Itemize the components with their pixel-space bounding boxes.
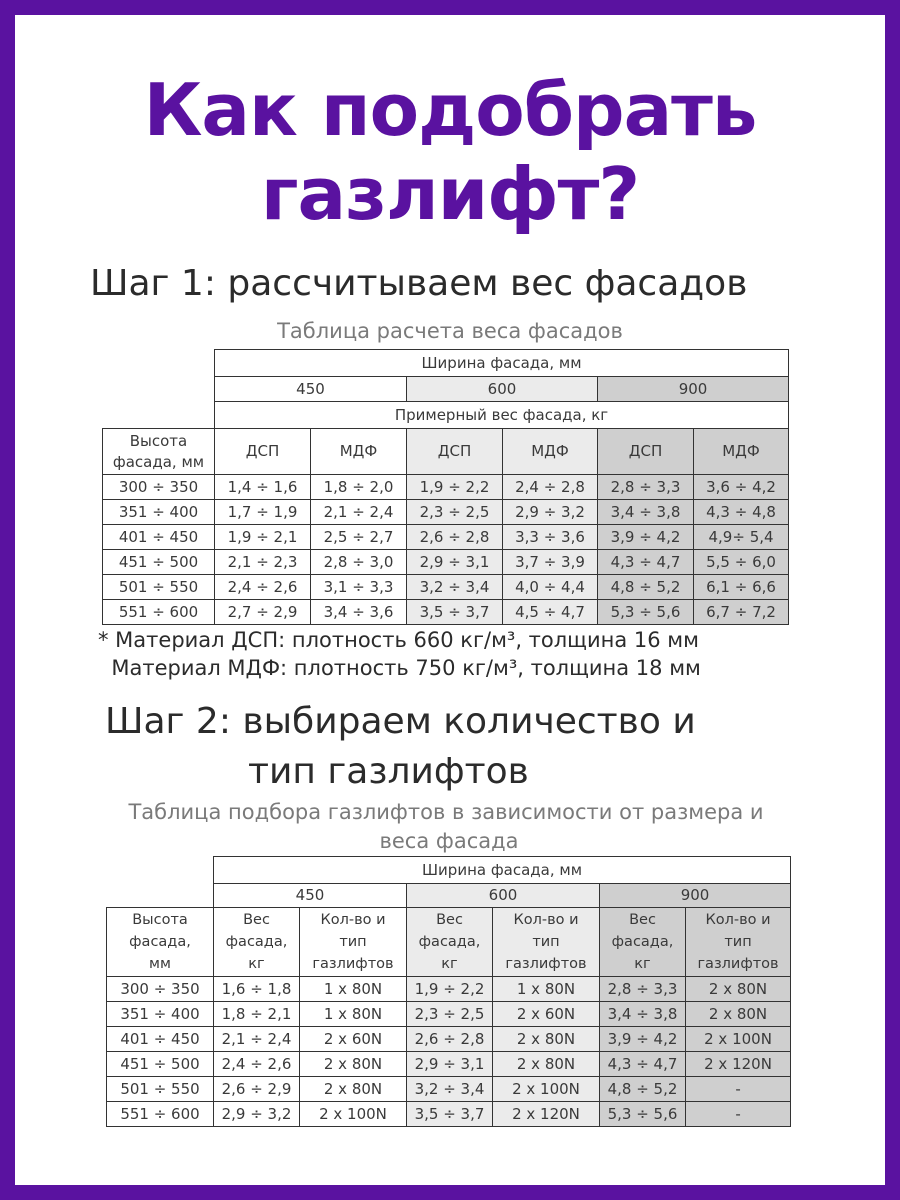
t1-height-cell: 351 ÷ 400 bbox=[103, 500, 215, 525]
table-row bbox=[107, 977, 791, 1002]
table-row bbox=[103, 525, 789, 550]
t2-height-cell: 300 ÷ 350 bbox=[107, 977, 214, 1002]
t2-qty-450-cell: 2 x 60N bbox=[300, 1027, 407, 1052]
t2-width-450: 450 bbox=[214, 884, 407, 908]
t2-height-cell: 501 ÷ 550 bbox=[107, 1077, 214, 1102]
t2-weight-900-cell: 5,3 ÷ 5,6 bbox=[600, 1102, 686, 1127]
t1-material-row bbox=[103, 429, 789, 475]
step1-caption: Таблица расчета веса фасадов bbox=[277, 319, 623, 343]
t1-dsp-900-cell: 2,8 ÷ 3,3 bbox=[598, 475, 694, 500]
t2-height-header: Высота фасада, мм bbox=[107, 908, 214, 977]
t2-qty-header: Кол-во и тип газлифтов bbox=[493, 908, 600, 977]
t2-qty-900-cell: 2 x 100N bbox=[686, 1027, 791, 1052]
t1-mdf-900-cell: 4,9÷ 5,4 bbox=[694, 525, 789, 550]
t1-height-cell: 501 ÷ 550 bbox=[103, 575, 215, 600]
t1-mdf-600-cell: 4,0 ÷ 4,4 bbox=[503, 575, 598, 600]
t1-mdf-600-cell: 2,9 ÷ 3,2 bbox=[503, 500, 598, 525]
t2-height-cell: 451 ÷ 500 bbox=[107, 1052, 214, 1077]
t2-weight-600-cell: 2,3 ÷ 2,5 bbox=[407, 1002, 493, 1027]
t2-weight-header: Вес фасада, кг bbox=[214, 908, 300, 977]
table-row bbox=[103, 550, 789, 575]
t2-qty-600-cell: 2 x 60N bbox=[493, 1002, 600, 1027]
t1-material: ДСП bbox=[215, 429, 311, 475]
t1-dsp-600-cell: 3,2 ÷ 3,4 bbox=[407, 575, 503, 600]
note-mdf: Материал МДФ: плотность 750 кг/м³, толщина 18 мм bbox=[98, 656, 701, 680]
t1-dsp-600-cell: 3,5 ÷ 3,7 bbox=[407, 600, 503, 625]
t2-qty-450-cell: 2 x 80N bbox=[300, 1077, 407, 1102]
t1-width-header: Ширина фасада, мм bbox=[215, 350, 789, 377]
t2-qty-900-cell: - bbox=[686, 1077, 791, 1102]
table-row bbox=[107, 1077, 791, 1102]
t2-qty-600-cell: 2 x 100N bbox=[493, 1077, 600, 1102]
t2-qty-900-cell: 2 x 80N bbox=[686, 1002, 791, 1027]
t1-height-cell: 551 ÷ 600 bbox=[103, 600, 215, 625]
table-row bbox=[107, 1102, 791, 1127]
t2-weight-900-cell: 3,4 ÷ 3,8 bbox=[600, 1002, 686, 1027]
t1-width-900: 900 bbox=[598, 377, 789, 402]
t2-qty-450-cell: 2 x 100N bbox=[300, 1102, 407, 1127]
t1-mdf-900-cell: 4,3 ÷ 4,8 bbox=[694, 500, 789, 525]
t2-qty-900-cell: 2 x 120N bbox=[686, 1052, 791, 1077]
t2-weight-450-cell: 2,9 ÷ 3,2 bbox=[214, 1102, 300, 1127]
t2-qty-600-cell: 2 x 80N bbox=[493, 1027, 600, 1052]
t1-material: МДФ bbox=[503, 429, 598, 475]
step2-heading-line-1: Шаг 2: выбираем количество и bbox=[105, 701, 696, 742]
t1-dsp-900-cell: 5,3 ÷ 5,6 bbox=[598, 600, 694, 625]
t1-dsp-600-cell: 2,3 ÷ 2,5 bbox=[407, 500, 503, 525]
title-line-1: Как подобрать bbox=[143, 68, 757, 152]
t1-dsp-900-cell: 4,8 ÷ 5,2 bbox=[598, 575, 694, 600]
t1-material: МДФ bbox=[694, 429, 789, 475]
step2-caption-line-2: веса фасада bbox=[379, 829, 519, 853]
t1-dsp-450-cell: 1,7 ÷ 1,9 bbox=[215, 500, 311, 525]
t2-qty-header: Кол-во и тип газлифтов bbox=[686, 908, 791, 977]
t2-qty-600-cell: 2 x 120N bbox=[493, 1102, 600, 1127]
t1-dsp-900-cell: 3,4 ÷ 3,8 bbox=[598, 500, 694, 525]
t2-weight-600-cell: 3,5 ÷ 3,7 bbox=[407, 1102, 493, 1127]
t1-dsp-900-cell: 4,3 ÷ 4,7 bbox=[598, 550, 694, 575]
t1-dsp-450-cell: 1,9 ÷ 2,1 bbox=[215, 525, 311, 550]
t2-column-header-row bbox=[107, 908, 791, 977]
t2-qty-600-cell: 1 x 80N bbox=[493, 977, 600, 1002]
t1-height-header: Высота фасада, мм bbox=[103, 429, 215, 475]
t2-height-cell: 351 ÷ 400 bbox=[107, 1002, 214, 1027]
title-line-2: газлифт? bbox=[260, 152, 640, 236]
t1-mdf-900-cell: 5,5 ÷ 6,0 bbox=[694, 550, 789, 575]
note-dsp: * Материал ДСП: плотность 660 кг/м³, толщина 16 мм bbox=[98, 628, 699, 652]
t1-mdf-450-cell: 3,4 ÷ 3,6 bbox=[311, 600, 407, 625]
t2-weight-600-cell: 2,6 ÷ 2,8 bbox=[407, 1027, 493, 1052]
t2-qty-header: Кол-во и тип газлифтов bbox=[300, 908, 407, 977]
t1-material: ДСП bbox=[598, 429, 694, 475]
t1-weight-header: Примерный вес фасада, кг bbox=[215, 402, 789, 429]
t1-mdf-600-cell: 3,3 ÷ 3,6 bbox=[503, 525, 598, 550]
t2-weight-header: Вес фасада, кг bbox=[600, 908, 686, 977]
t1-dsp-600-cell: 2,9 ÷ 3,1 bbox=[407, 550, 503, 575]
table-row bbox=[107, 1002, 791, 1027]
t2-width-900: 900 bbox=[600, 884, 791, 908]
page-title bbox=[0, 68, 900, 236]
t2-weight-450-cell: 2,4 ÷ 2,6 bbox=[214, 1052, 300, 1077]
t2-weight-450-cell: 2,1 ÷ 2,4 bbox=[214, 1027, 300, 1052]
table-row bbox=[103, 600, 789, 625]
t1-mdf-900-cell: 6,7 ÷ 7,2 bbox=[694, 600, 789, 625]
t2-width-header-row bbox=[107, 857, 791, 884]
t1-mdf-900-cell: 6,1 ÷ 6,6 bbox=[694, 575, 789, 600]
gaslift-selection-table bbox=[106, 856, 791, 1127]
t2-weight-900-cell: 2,8 ÷ 3,3 bbox=[600, 977, 686, 1002]
t2-weight-450-cell: 1,6 ÷ 1,8 bbox=[214, 977, 300, 1002]
t2-weight-450-cell: 1,8 ÷ 2,1 bbox=[214, 1002, 300, 1027]
t1-width-header-row bbox=[103, 350, 789, 377]
t1-material: ДСП bbox=[407, 429, 503, 475]
t2-weight-900-cell: 4,8 ÷ 5,2 bbox=[600, 1077, 686, 1102]
t1-material: МДФ bbox=[311, 429, 407, 475]
t2-widths-row bbox=[107, 884, 791, 908]
t1-mdf-600-cell: 4,5 ÷ 4,7 bbox=[503, 600, 598, 625]
t1-mdf-600-cell: 2,4 ÷ 2,8 bbox=[503, 475, 598, 500]
t1-dsp-600-cell: 2,6 ÷ 2,8 bbox=[407, 525, 503, 550]
t1-weight-header-row bbox=[103, 402, 789, 429]
t2-weight-900-cell: 4,3 ÷ 4,7 bbox=[600, 1052, 686, 1077]
t2-qty-900-cell: - bbox=[686, 1102, 791, 1127]
step2-heading-line-2: тип газлифтов bbox=[248, 751, 529, 792]
t2-qty-900-cell: 2 x 80N bbox=[686, 977, 791, 1002]
t1-width-600: 600 bbox=[407, 377, 598, 402]
t2-weight-header: Вес фасада, кг bbox=[407, 908, 493, 977]
step2-caption-line-1: Таблица подбора газлифтов в зависимости от размера и bbox=[128, 800, 764, 824]
t1-widths-row bbox=[103, 377, 789, 402]
t2-width-header: Ширина фасада, мм bbox=[214, 857, 791, 884]
t1-dsp-450-cell: 2,4 ÷ 2,6 bbox=[215, 575, 311, 600]
t1-width-450: 450 bbox=[215, 377, 407, 402]
t2-width-600: 600 bbox=[407, 884, 600, 908]
t1-dsp-600-cell: 1,9 ÷ 2,2 bbox=[407, 475, 503, 500]
t2-weight-600-cell: 2,9 ÷ 3,1 bbox=[407, 1052, 493, 1077]
t1-mdf-450-cell: 1,8 ÷ 2,0 bbox=[311, 475, 407, 500]
t1-dsp-450-cell: 1,4 ÷ 1,6 bbox=[215, 475, 311, 500]
table-row bbox=[103, 475, 789, 500]
t2-qty-450-cell: 2 x 80N bbox=[300, 1052, 407, 1077]
table-row bbox=[107, 1027, 791, 1052]
table-row bbox=[107, 1052, 791, 1077]
t1-height-cell: 401 ÷ 450 bbox=[103, 525, 215, 550]
t2-weight-600-cell: 3,2 ÷ 3,4 bbox=[407, 1077, 493, 1102]
t2-height-cell: 551 ÷ 600 bbox=[107, 1102, 214, 1127]
t1-dsp-450-cell: 2,7 ÷ 2,9 bbox=[215, 600, 311, 625]
t1-height-cell: 451 ÷ 500 bbox=[103, 550, 215, 575]
t2-weight-900-cell: 3,9 ÷ 4,2 bbox=[600, 1027, 686, 1052]
t1-mdf-450-cell: 2,5 ÷ 2,7 bbox=[311, 525, 407, 550]
t2-weight-450-cell: 2,6 ÷ 2,9 bbox=[214, 1077, 300, 1102]
t1-dsp-450-cell: 2,1 ÷ 2,3 bbox=[215, 550, 311, 575]
table-row bbox=[103, 500, 789, 525]
t1-height-cell: 300 ÷ 350 bbox=[103, 475, 215, 500]
t1-dsp-900-cell: 3,9 ÷ 4,2 bbox=[598, 525, 694, 550]
t2-qty-450-cell: 1 x 80N bbox=[300, 1002, 407, 1027]
t2-qty-450-cell: 1 x 80N bbox=[300, 977, 407, 1002]
t1-mdf-450-cell: 3,1 ÷ 3,3 bbox=[311, 575, 407, 600]
table-row bbox=[103, 575, 789, 600]
t1-mdf-600-cell: 3,7 ÷ 3,9 bbox=[503, 550, 598, 575]
t1-mdf-900-cell: 3,6 ÷ 4,2 bbox=[694, 475, 789, 500]
facade-weight-table bbox=[102, 349, 789, 625]
t1-mdf-450-cell: 2,1 ÷ 2,4 bbox=[311, 500, 407, 525]
t1-mdf-450-cell: 2,8 ÷ 3,0 bbox=[311, 550, 407, 575]
t2-height-cell: 401 ÷ 450 bbox=[107, 1027, 214, 1052]
t2-weight-600-cell: 1,9 ÷ 2,2 bbox=[407, 977, 493, 1002]
t2-qty-600-cell: 2 x 80N bbox=[493, 1052, 600, 1077]
step1-heading: Шаг 1: рассчитываем вес фасадов bbox=[90, 263, 748, 304]
